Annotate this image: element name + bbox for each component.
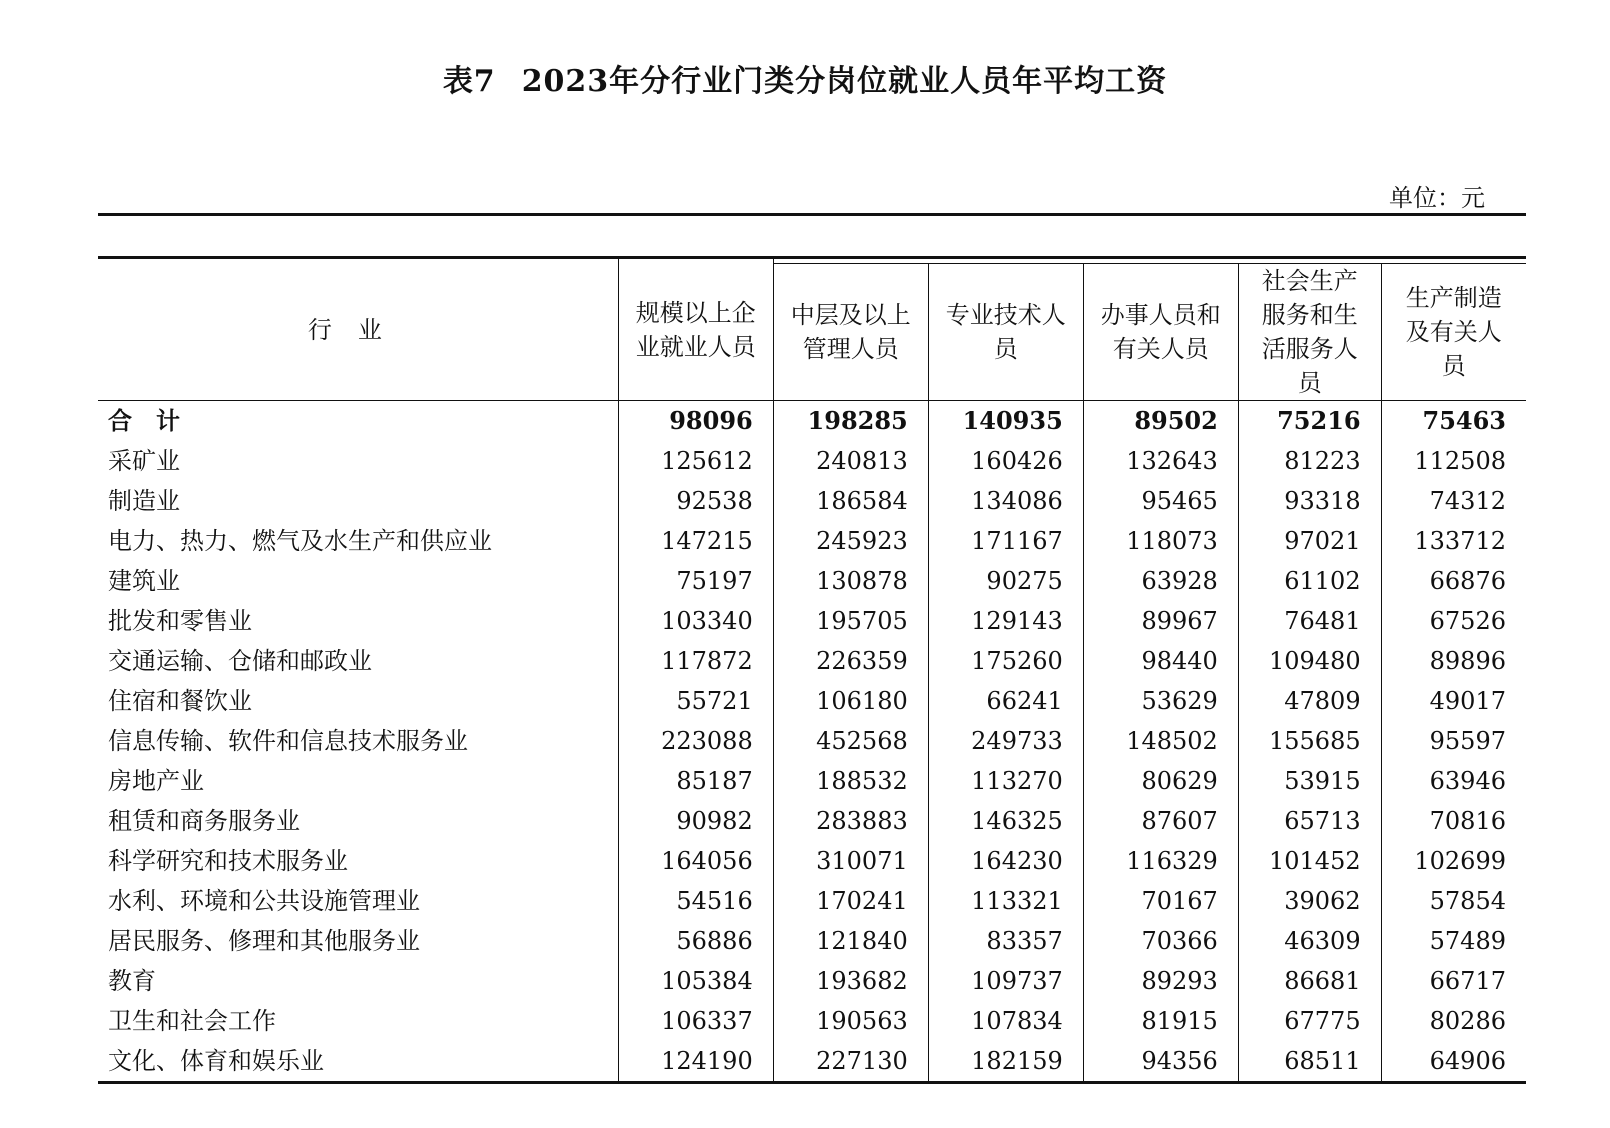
wage-cell: 90275 xyxy=(928,561,1083,601)
table-row xyxy=(98,921,1526,961)
header-line: 有关人员 xyxy=(1112,335,1209,363)
table-body xyxy=(98,401,1526,1083)
wage-cell: 283883 xyxy=(773,801,928,841)
table-row xyxy=(98,681,1526,721)
wage-cell: 113270 xyxy=(928,761,1083,801)
wage-cell: 75463 xyxy=(1381,401,1526,442)
wage-cell: 106180 xyxy=(773,681,928,721)
table-row xyxy=(98,761,1526,801)
wage-cell: 124190 xyxy=(618,1041,773,1083)
wage-cell: 106337 xyxy=(618,1001,773,1041)
header-line: 管理人员 xyxy=(802,335,899,363)
header-clerks xyxy=(1083,264,1238,401)
unit-label: 单位：元 xyxy=(1389,184,1485,212)
table-row xyxy=(98,1041,1526,1083)
wage-cell: 75216 xyxy=(1238,401,1381,442)
wage-table xyxy=(98,213,1526,1084)
total-row xyxy=(98,401,1526,442)
wage-cell: 89896 xyxy=(1381,641,1526,681)
wage-cell: 67775 xyxy=(1238,1001,1381,1041)
header-line: 专业技术人 xyxy=(945,301,1066,329)
industry-name: 住宿和餐饮业 xyxy=(108,687,252,715)
wage-cell: 226359 xyxy=(773,641,928,681)
wage-cell: 171167 xyxy=(928,521,1083,561)
wage-cell: 140935 xyxy=(928,401,1083,442)
industry-name: 批发和零售业 xyxy=(108,607,252,635)
wage-cell: 47809 xyxy=(1238,681,1381,721)
wage-cell: 56886 xyxy=(618,921,773,961)
wage-cell: 109480 xyxy=(1238,641,1381,681)
industry-name: 建筑业 xyxy=(108,567,180,595)
wage-cell: 113321 xyxy=(928,881,1083,921)
wage-cell: 57489 xyxy=(1381,921,1526,961)
wage-cell: 81223 xyxy=(1238,441,1381,481)
wage-cell: 70167 xyxy=(1083,881,1238,921)
wage-cell: 49017 xyxy=(1381,681,1526,721)
wage-cell: 103340 xyxy=(618,601,773,641)
wage-cell: 94356 xyxy=(1083,1041,1238,1083)
header-line: 员 xyxy=(1297,369,1322,397)
wage-cell: 85187 xyxy=(618,761,773,801)
wage-cell: 102699 xyxy=(1381,841,1526,881)
wage-cell: 198285 xyxy=(773,401,928,442)
wage-cell: 101452 xyxy=(1238,841,1381,881)
wage-cell: 190563 xyxy=(773,1001,928,1041)
wage-cell: 155685 xyxy=(1238,721,1381,761)
wage-cell: 249733 xyxy=(928,721,1083,761)
wage-cell: 66876 xyxy=(1381,561,1526,601)
industry-name: 科学研究和技术服务业 xyxy=(108,847,348,875)
header-enterprise-employees xyxy=(618,258,773,401)
wage-cell: 223088 xyxy=(618,721,773,761)
wage-cell: 188532 xyxy=(773,761,928,801)
wage-cell: 147215 xyxy=(618,521,773,561)
wage-cell: 66241 xyxy=(928,681,1083,721)
industry-name: 采矿业 xyxy=(108,447,180,475)
wage-cell: 112508 xyxy=(1381,441,1526,481)
header-industry: 行业 xyxy=(98,258,618,401)
wage-cell: 195705 xyxy=(773,601,928,641)
wage-cell: 130878 xyxy=(773,561,928,601)
header-production-workers xyxy=(1381,264,1526,401)
header-line: 及有关人 xyxy=(1405,318,1502,346)
wage-cell: 54516 xyxy=(618,881,773,921)
wage-cell: 53629 xyxy=(1083,681,1238,721)
header-professionals xyxy=(928,264,1083,401)
wage-cell: 80286 xyxy=(1381,1001,1526,1041)
wage-cell: 148502 xyxy=(1083,721,1238,761)
wage-cell: 89293 xyxy=(1083,961,1238,1001)
wage-cell: 39062 xyxy=(1238,881,1381,921)
header-line: 员 xyxy=(993,335,1018,363)
wage-cell: 170241 xyxy=(773,881,928,921)
wage-cell: 132643 xyxy=(1083,441,1238,481)
table-row xyxy=(98,441,1526,481)
header-line: 生产制造 xyxy=(1405,284,1502,312)
wage-cell: 109737 xyxy=(928,961,1083,1001)
wage-cell: 117872 xyxy=(618,641,773,681)
wage-cell: 193682 xyxy=(773,961,928,1001)
wage-cell: 46309 xyxy=(1238,921,1381,961)
wage-cell: 83357 xyxy=(928,921,1083,961)
table-row xyxy=(98,601,1526,641)
header-service-workers xyxy=(1238,264,1381,401)
wage-cell: 245923 xyxy=(773,521,928,561)
wage-cell: 86681 xyxy=(1238,961,1381,1001)
wage-cell: 70816 xyxy=(1381,801,1526,841)
industry-name: 房地产业 xyxy=(108,767,204,795)
industry-name: 居民服务、修理和其他服务业 xyxy=(108,927,420,955)
table-row xyxy=(98,561,1526,601)
wage-cell: 63928 xyxy=(1083,561,1238,601)
page-title xyxy=(0,56,1610,100)
wage-cell: 61102 xyxy=(1238,561,1381,601)
wage-cell: 182159 xyxy=(928,1041,1083,1083)
wage-cell: 129143 xyxy=(928,601,1083,641)
wage-cell: 146325 xyxy=(928,801,1083,841)
wage-cell: 134086 xyxy=(928,481,1083,521)
wage-cell: 107834 xyxy=(928,1001,1083,1041)
wage-cell: 452568 xyxy=(773,721,928,761)
table-row xyxy=(98,801,1526,841)
wage-cell: 81915 xyxy=(1083,1001,1238,1041)
wage-cell: 98096 xyxy=(618,401,773,442)
wage-cell: 121840 xyxy=(773,921,928,961)
industry-name: 水利、环境和公共设施管理业 xyxy=(108,887,420,915)
wage-cell: 97021 xyxy=(1238,521,1381,561)
wage-cell: 65713 xyxy=(1238,801,1381,841)
wage-cell: 240813 xyxy=(773,441,928,481)
wage-cell: 67526 xyxy=(1381,601,1526,641)
industry-name: 教育 xyxy=(108,967,156,995)
wage-cell: 89967 xyxy=(1083,601,1238,641)
wage-cell: 160426 xyxy=(928,441,1083,481)
wage-cell: 98440 xyxy=(1083,641,1238,681)
table-title-text: 2023年分行业门类分岗位就业人员年平均工资 xyxy=(521,64,1168,99)
wage-cell: 105384 xyxy=(618,961,773,1001)
header-managers xyxy=(773,264,928,401)
wage-cell: 310071 xyxy=(773,841,928,881)
wage-cell: 63946 xyxy=(1381,761,1526,801)
industry-name: 文化、体育和娱乐业 xyxy=(98,1041,618,1083)
table-row xyxy=(98,481,1526,521)
industry-name: 交通运输、仓储和邮政业 xyxy=(108,647,372,675)
table-row xyxy=(98,641,1526,681)
wage-cell: 133712 xyxy=(1381,521,1526,561)
wage-cell: 186584 xyxy=(773,481,928,521)
table-row xyxy=(98,841,1526,881)
industry-name: 合计 xyxy=(108,406,204,435)
industry-name: 卫生和社会工作 xyxy=(108,1007,276,1035)
header-line: 服务和生 xyxy=(1261,301,1358,329)
wage-cell: 116329 xyxy=(1083,841,1238,881)
industry-name: 信息传输、软件和信息技术服务业 xyxy=(108,727,468,755)
wage-cell: 80629 xyxy=(1083,761,1238,801)
wage-cell: 164056 xyxy=(618,841,773,881)
wage-cell: 68511 xyxy=(1238,1041,1381,1083)
wage-cell: 57854 xyxy=(1381,881,1526,921)
header-line: 活服务人 xyxy=(1261,335,1358,363)
wage-cell: 74312 xyxy=(1381,481,1526,521)
header-line: 规模以上企 xyxy=(635,298,756,327)
wage-cell: 90982 xyxy=(618,801,773,841)
wage-cell: 66717 xyxy=(1381,961,1526,1001)
wage-cell: 125612 xyxy=(618,441,773,481)
table-row xyxy=(98,721,1526,761)
table-row xyxy=(98,961,1526,1001)
wage-cell: 92538 xyxy=(618,481,773,521)
wage-cell: 175260 xyxy=(928,641,1083,681)
industry-name: 租赁和商务服务业 xyxy=(108,807,300,835)
wage-cell: 55721 xyxy=(618,681,773,721)
header-line: 员 xyxy=(1441,352,1466,380)
table-number: 表7 xyxy=(442,64,496,99)
wage-cell: 227130 xyxy=(773,1041,928,1083)
wage-cell: 70366 xyxy=(1083,921,1238,961)
wage-cell: 87607 xyxy=(1083,801,1238,841)
wage-cell: 118073 xyxy=(1083,521,1238,561)
wage-cell: 76481 xyxy=(1238,601,1381,641)
wage-cell: 164230 xyxy=(928,841,1083,881)
header-line: 中层及以上 xyxy=(790,301,911,329)
industry-name: 电力、热力、燃气及水生产和供应业 xyxy=(108,527,492,555)
header-line: 业就业人员 xyxy=(635,332,756,361)
table-header xyxy=(98,215,1526,401)
wage-cell: 95597 xyxy=(1381,721,1526,761)
table-row xyxy=(98,881,1526,921)
wage-cell: 64906 xyxy=(1381,1041,1526,1083)
wage-cell: 95465 xyxy=(1083,481,1238,521)
wage-cell: 89502 xyxy=(1083,401,1238,442)
header-line: 办事人员和 xyxy=(1100,301,1221,329)
table-row xyxy=(98,521,1526,561)
wage-cell: 93318 xyxy=(1238,481,1381,521)
wage-cell: 75197 xyxy=(618,561,773,601)
industry-name: 制造业 xyxy=(108,487,180,515)
header-line: 社会生产 xyxy=(1261,267,1358,295)
table-row xyxy=(98,1001,1526,1041)
wage-cell: 53915 xyxy=(1238,761,1381,801)
